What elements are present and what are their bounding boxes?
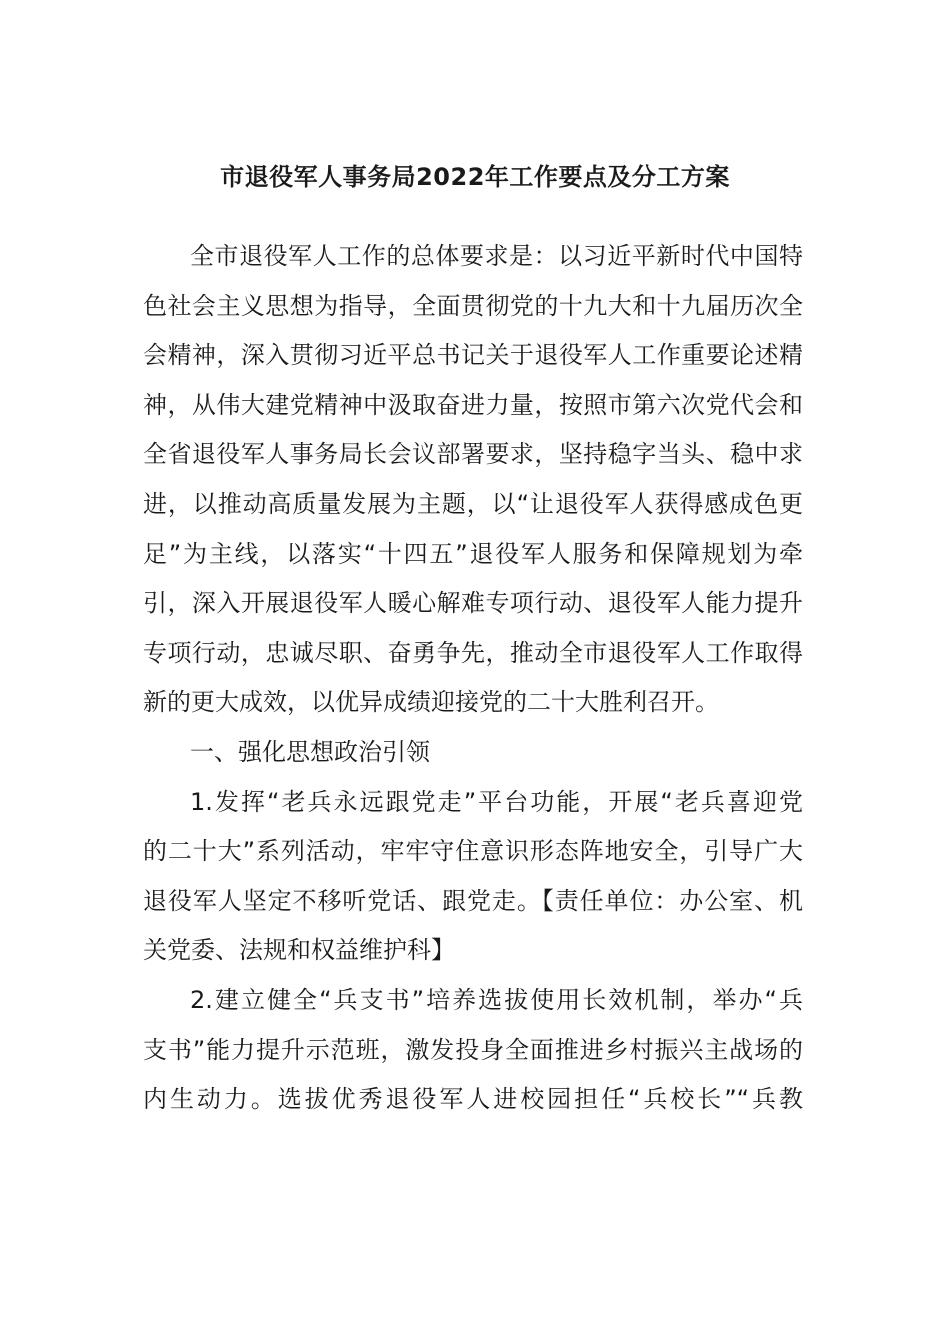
body-line: 的二十大”系列活动，牢牢守住意识形态阵地安全，引导广大 bbox=[143, 837, 803, 866]
body-line: 专项行动，忠诚尽职、奋勇争先，推动全市退役军人工作取得 bbox=[143, 638, 803, 667]
body-line: 全市退役军人工作的总体要求是：以习近平新时代中国特 bbox=[190, 242, 803, 270]
body-line: 2.建立健全“兵支书”培养选拔使用长效机制，举办“兵 bbox=[190, 985, 803, 1014]
body-line: 1.发挥“老兵永远跟党走”平台功能，开展“老兵喜迎党 bbox=[190, 787, 803, 816]
body-line: 关党委、法规和权益维护科】 bbox=[143, 936, 455, 965]
body-line: 内生动力。选拔优秀退役军人进校园担任“兵校长”“兵教 bbox=[143, 1085, 803, 1114]
body-line: 全省退役军人事务局长会议部署要求，坚持稳字当头、稳中求 bbox=[143, 440, 803, 469]
document-title: 市退役军人事务局2022年工作要点及分工方案 bbox=[220, 163, 730, 191]
body-line: 足”为主线，以落实“十四五”退役军人服务和保障规划为牵 bbox=[143, 539, 803, 568]
body-line: 进，以推动高质量发展为主题，以“让退役军人获得感成色更 bbox=[143, 489, 803, 518]
body-line: 退役军人坚定不移听党话、跟党走。【责任单位：办公室、机 bbox=[143, 886, 803, 915]
body-line: 新的更大成效，以优异成绩迎接党的二十大胜利召开。 bbox=[143, 688, 719, 717]
document-body bbox=[143, 232, 803, 1125]
body-line: 色社会主义思想为指导，全面贯彻党的十九大和十九届历次全 bbox=[143, 291, 803, 320]
body-line: 支书”能力提升示范班，激发投身全面推进乡村振兴主战场的 bbox=[143, 1035, 803, 1064]
body-line: 引，深入开展退役军人暖心解难专项行动、退役军人能力提升 bbox=[143, 589, 803, 618]
body-line: 会精神，深入贯彻习近平总书记关于退役军人工作重要论述精 bbox=[143, 341, 803, 370]
body-line: 一、强化思想政治引领 bbox=[190, 737, 430, 766]
body-line: 神，从伟大建党精神中汲取奋进力量，按照市第六次党代会和 bbox=[143, 390, 803, 419]
